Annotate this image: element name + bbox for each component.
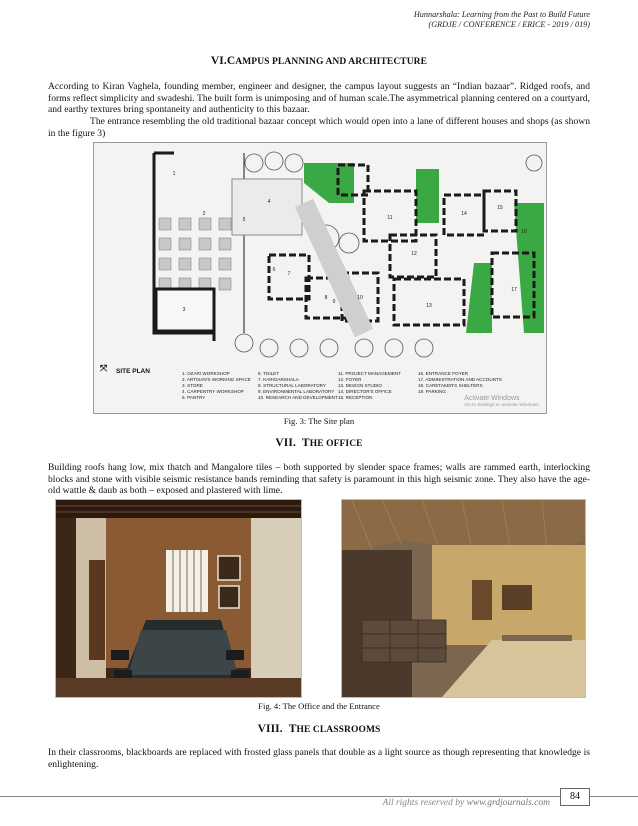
running-head-title: Hunnarshala: Learning from the Past to Build Future xyxy=(413,10,590,19)
running-head xyxy=(414,10,590,30)
room-number: 14 xyxy=(461,211,467,217)
room-number: 12 xyxy=(411,251,417,257)
legend-item: 18. CARETAKER'S SHELTERS xyxy=(418,383,483,388)
north-arrow-icon: ⤧ xyxy=(100,363,108,373)
figure-4-caption: Fig. 4: The Office and the Entrance xyxy=(258,701,380,711)
paragraph-campus-layout: According to Kiran Vaghela, founding member, engineer and designer, the campus layout suggests an “Indian bazaar”. Ridged roofs, and forms reflect simplicity and swadeshi. The built form is unimposing and of human scale.The asymmetrical planning centered on a courtyard, and earthy textures bring spontaneity and authenticity to this bazaar. xyxy=(48,81,590,116)
legend-item: 17. ADMINISTRATION AND ACCOUNTS xyxy=(418,377,502,382)
section-heading-classrooms: VIII. THE CLASSROOMS xyxy=(257,723,381,735)
legend-item: 19. PARKING xyxy=(418,389,446,394)
legend-item: 16. ENTRANCE FOYER xyxy=(418,371,469,376)
room-number: 2 xyxy=(202,211,206,217)
activate-windows-watermark: Activate Windows Go to Settings to activate Windows. xyxy=(464,395,540,408)
footer-copyright: All rights reserved by www.grdjournals.com xyxy=(382,798,550,808)
site-plan-label: SITE PLAN xyxy=(116,368,150,375)
legend-item: 9. ENVIRONMENTAL LABORATORY xyxy=(258,389,335,394)
legend-item: 14. DIRECTOR'S OFFICE xyxy=(338,389,392,394)
page-number: 84 xyxy=(560,788,590,806)
room-number: 5 xyxy=(242,217,246,223)
room-number: 15 xyxy=(497,205,503,211)
footer-divider xyxy=(0,796,638,797)
room-number: 17 xyxy=(511,287,517,293)
legend-item: 2. ARTISAN'S WORKING SPACE xyxy=(182,377,251,382)
section-number: VI. xyxy=(210,55,227,67)
legend-item: 1. OZARI WORKSHOP xyxy=(182,371,230,376)
section-number: VIII. xyxy=(257,723,283,735)
room-number: 13 xyxy=(426,303,432,309)
legend-item: 4. CARPENTRY WORKSHOP xyxy=(182,389,244,394)
room-number: 9 xyxy=(332,299,336,305)
room-number: 4 xyxy=(267,199,271,205)
section-heading-campus: VI.CAMPUS PLANNING AND ARCHITECTURE xyxy=(210,55,428,67)
legend-item: 6. TOILET xyxy=(258,371,280,376)
site-plan-figure xyxy=(93,142,547,414)
section-heading-office: VII. THE OFFICE xyxy=(275,437,363,449)
paragraph-classrooms: In their classrooms, blackboards are replaced with frosted glass panels that double as a light source as though representing that knowledge is enlightening. xyxy=(48,747,590,770)
room-number: 6 xyxy=(272,267,276,273)
room-number: 3 xyxy=(182,307,186,313)
section-number: VII. xyxy=(275,437,296,449)
legend-item: 13. DESIGN STUDIO xyxy=(338,383,382,388)
entrance-photo xyxy=(341,499,586,698)
legend-item: 7. KARIGARSHALA xyxy=(258,377,299,382)
legend-item: 10. RESEARCH AND DEVELOPMENT xyxy=(258,395,338,400)
room-number: 1 xyxy=(172,171,176,177)
figure-3-caption: Fig. 3: The Site plan xyxy=(283,416,355,426)
room-number: 10 xyxy=(357,295,363,301)
room-number: 16 xyxy=(521,229,527,235)
running-head-ref: (GRDJE / CONFERENCE / ERICE - 2019 / 019) xyxy=(428,20,590,29)
room-number: 7 xyxy=(287,271,291,277)
legend-item: 3. STORE xyxy=(182,383,203,388)
legend-item: 11. PROJECT MANAGEMENT xyxy=(338,371,401,376)
legend-item: 15. RECEPTION xyxy=(338,395,373,400)
room-number: 11 xyxy=(387,215,393,221)
footer-site-link[interactable]: www.grdjournals.com xyxy=(466,798,550,808)
paragraph-office: Building roofs hang low, mix thatch and Mangalore tiles – both supported by slender space frames; walls are rammed earth, interlocking blocks and stone with visible seismic resistance bands reminding that safety is paramount in this high seismic zone. They also have the age-old wattle & daub as both – exposed and plastered with lime. xyxy=(48,462,590,497)
room-number: 8 xyxy=(324,295,328,301)
legend-item: 8. STRUCTURAL LABORATORY xyxy=(258,383,326,388)
office-photo xyxy=(55,499,302,698)
legend-item: 12. FOYER xyxy=(338,377,362,382)
legend-item: 5. PANTRY xyxy=(182,395,206,400)
paragraph-entrance: The entrance resembling the old traditional bazaar concept which would open into a lane of different houses and shops (as shown in the figure 3) xyxy=(48,116,590,139)
